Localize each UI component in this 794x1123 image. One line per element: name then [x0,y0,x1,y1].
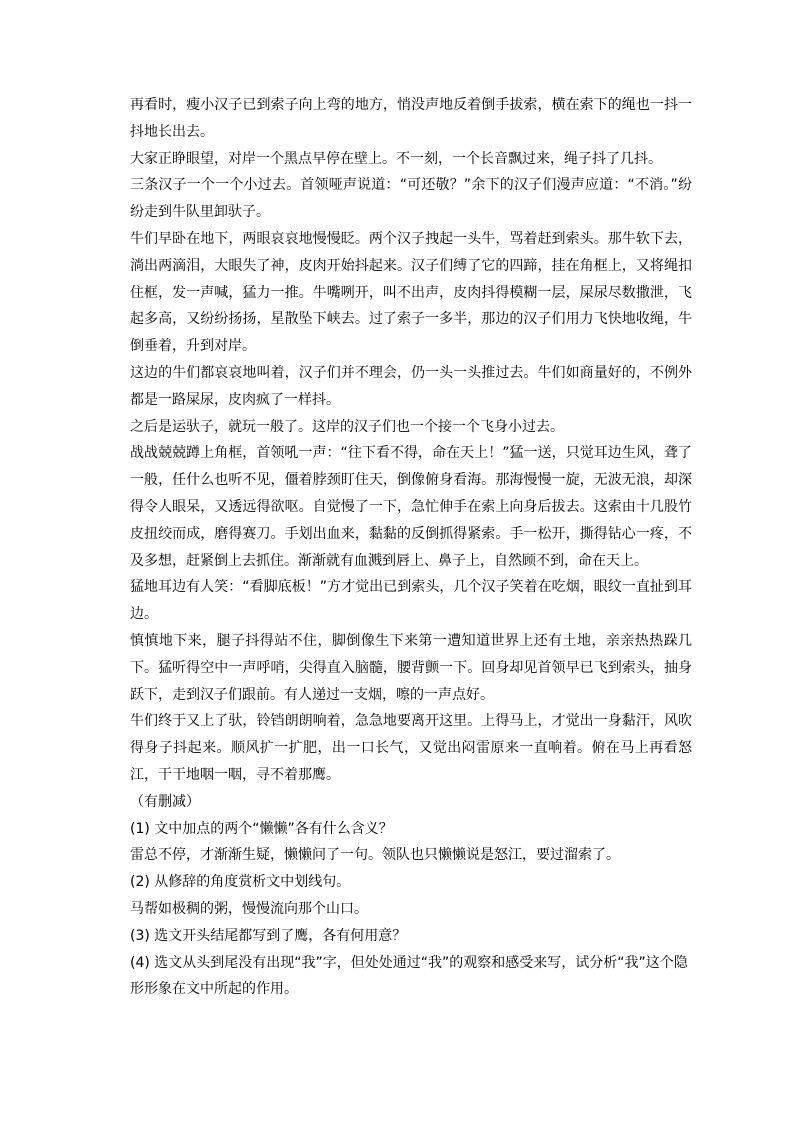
question-2: (2) 从修辞的角度赏析文中划线句。 [130,874,351,891]
passage-paragraph-10: 牛们终于又上了驮，铃铛朗朗响着，急急地要离开这里。上得马上，才觉出一身黏汗，风吹得身子抖起来。顺风扩一扩肥，出一口长气，又觉出闷雷原来一直响着。俯在马上再看怒江，干干地咽一咽，寻不着那鹰。 [130,713,692,783]
abridged-note: （有删减） [130,793,200,810]
passage-paragraph-9: 慎慎地下来，腿子抖得站不住，脚倒像生下来第一遭知道世界上还有土地，亲亲热热跺几下。猛听得空中一声呼哨，尖得直入脑髓，腰背颤一下。回身却见首领早已飞到索头，抽身跃下，走到汉子们跟前。有人递过一支烟，嚓的一声点好。 [130,632,692,703]
passage-paragraph-6: 之后是运驮子，就玩一般了。这岸的汉子们也一个接一个飞身小过去。 [130,418,564,435]
passage-paragraph-8: 猛地耳边有人笑：“看脚底板！”方才觉出已到索头，几个汉子笑着在吃烟，眼纹一直扯到耳边。 [130,579,692,623]
passage-paragraph-5: 这边的牛们都哀哀地叫着，汉子们并不理会，仍一头一头推过去。牛们如商量好的，不例外都是一路屎尿，皮肉疯了一样抖。 [130,364,692,408]
question-1: (1) 文中加点的两个“懒懒”各有什么含义？ [130,820,393,837]
passage-paragraph-3: 三条汉子一个一个小过去。首领哑声说道：“可还敬？”余下的汉子们漫声应道：“不消。”纷纷走到牛队里卸驮子。 [130,177,692,221]
document-body [130,92,692,1003]
passage-paragraph-1: 再看时，瘦小汉子已到索子向上弯的地方，悄没声地反着倒手拔索，横在索下的绳也一抖一抖地长出去。 [130,97,692,140]
question-1-quote: 雷总不停，才渐渐生疑，懒懒问了一句。领队也只懒懒说是怒江，要过溜索了。 [130,847,620,864]
question-2-quote: 马帮如极稠的粥，慢慢流向那个山口。 [130,900,368,917]
passage-paragraph-7: 战战兢兢蹲上角框，首领吼一声：“往下看不得，命在天上！”猛一送，只觉耳边生风，聋了一般，任什么也听不见，僵着脖颈盯住天，倒像俯身看海。那海慢慢一旋，无波无浪，却深得令人眼呆，又透远得欲呕。自觉慢了一下，急忙伸手在索上向身后拔去。这索由十几股竹皮扭绞而成，磨得赛刀。手划出血来，黏黏的反倒抓得紧索。手一松开，撕得钻心一疼，不及多想，赶紧倒上去抓住。渐渐就有血溅到唇上、鼻子上，自然顾不到，命在天上。 [130,445,692,569]
question-3: (3) 选文开头结尾都写到了鹰，各有何用意？ [130,927,407,944]
question-4: (4) 选文从头到尾没有出现“我”字，但处处通过“我”的观察和感受来写，试分析“我”这个隐形形象在文中所起的作用。 [130,954,688,998]
passage-paragraph-2: 大家正睁眼望，对岸一个黑点早停在壁上。不一刻，一个长音飘过来，绳子抖了几抖。 [130,150,662,167]
passage-paragraph-4: 牛们早卧在地下，两眼哀哀地慢慢眨。两个汉子拽起一头牛，骂着赶到索头。那牛软下去，淌出两滴泪，大眼失了神，皮肉开始抖起来。汉子们缚了它的四蹄，挂在角框上，又将绳扣住框，发一声喊，猛力一推。牛嘴咧开，叫不出声，皮肉抖得模糊一层，屎尿尽数撒泄，飞起多高，又纷纷扬扬，星散坠下峡去。过了索子一多半，那边的汉子们用力飞快地收绳，牛倒垂着，升到对岸。 [130,230,692,355]
